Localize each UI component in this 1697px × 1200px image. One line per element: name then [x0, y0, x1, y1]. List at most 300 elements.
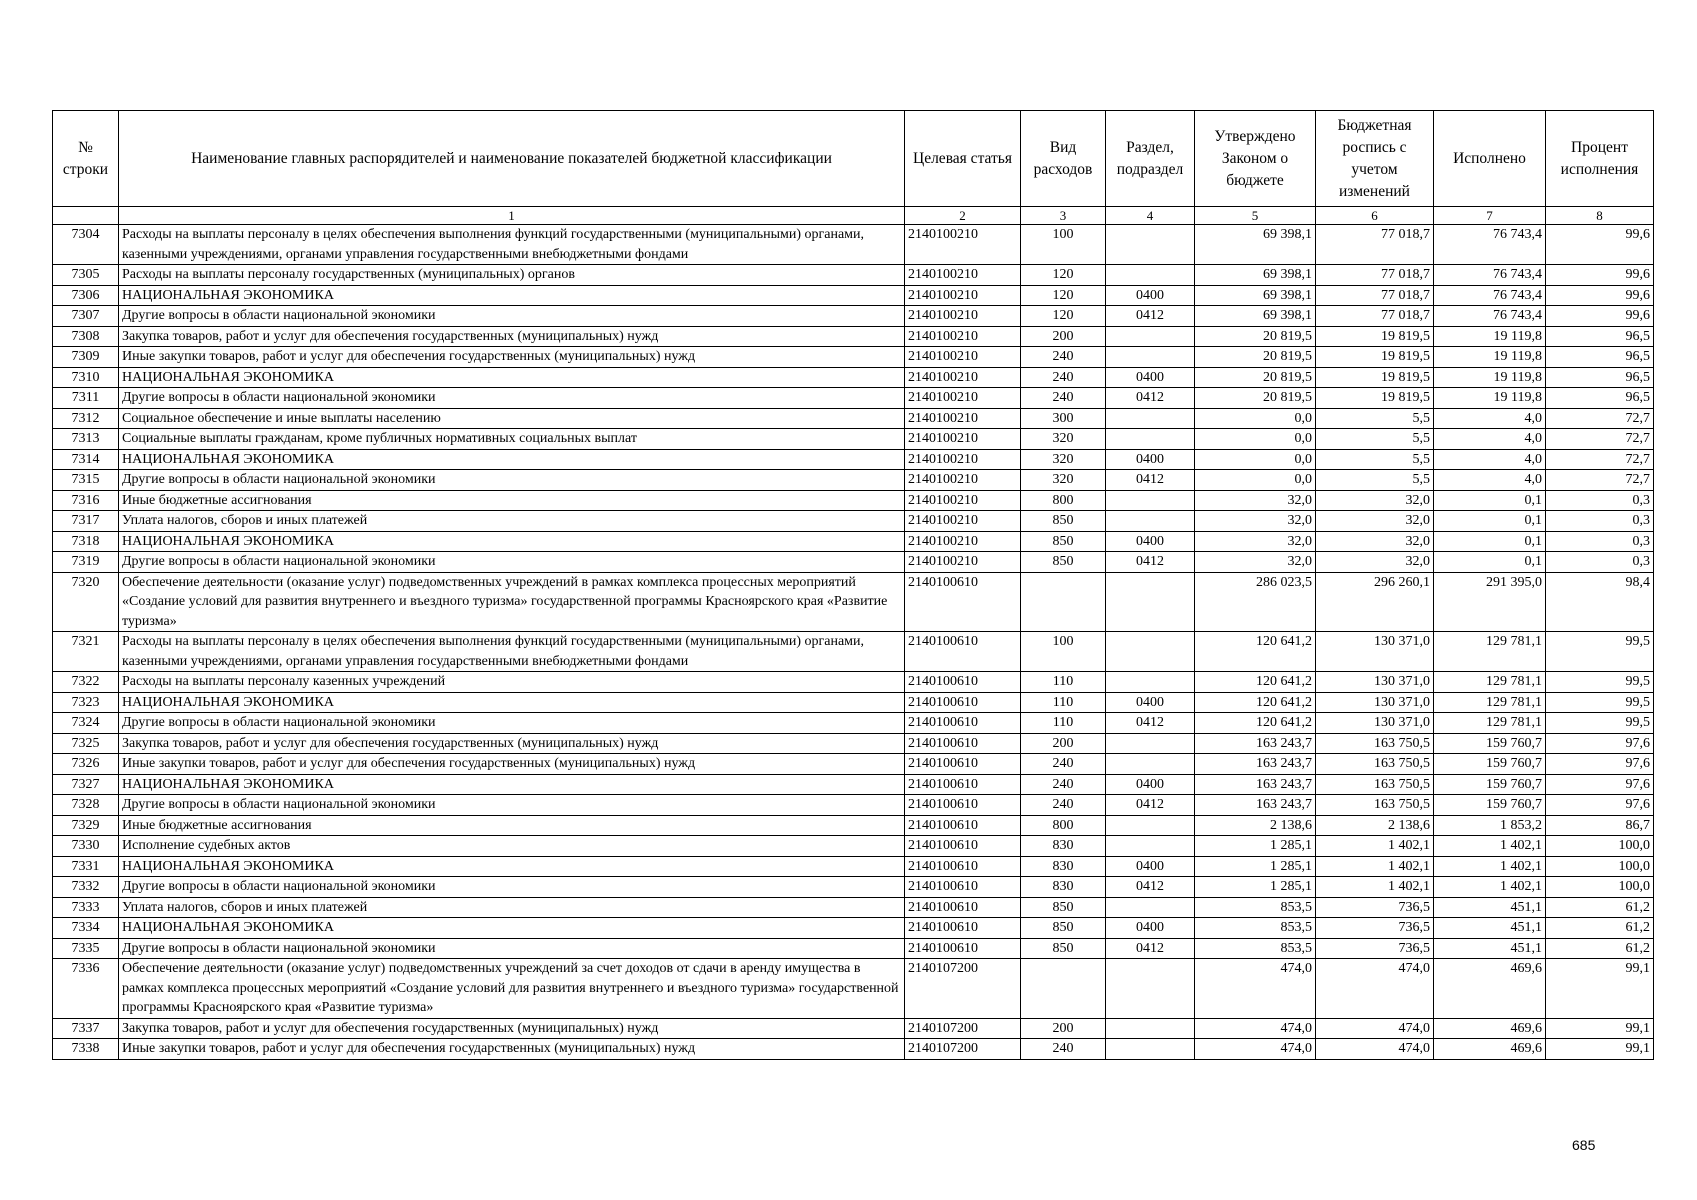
approved-amount-cell: 120 641,2 — [1195, 713, 1316, 734]
col-number: 5 — [1195, 207, 1316, 225]
target-article-cell: 2140100210 — [905, 511, 1021, 532]
executed-amount-cell: 159 760,7 — [1434, 733, 1546, 754]
row-number-cell: 7322 — [53, 672, 119, 693]
name-cell: НАЦИОНАЛЬНАЯ ЭКОНОМИКА — [119, 449, 905, 470]
percent-cell: 72,7 — [1546, 408, 1654, 429]
executed-amount-cell: 451,1 — [1434, 918, 1546, 939]
schedule-amount-cell: 163 750,5 — [1316, 754, 1434, 775]
row-number-cell: 7325 — [53, 733, 119, 754]
column-number-row — [53, 207, 1654, 225]
percent-cell: 61,2 — [1546, 897, 1654, 918]
name-cell: Другие вопросы в области национальной экономики — [119, 552, 905, 573]
schedule-amount-cell: 19 819,5 — [1316, 347, 1434, 368]
schedule-amount-cell: 1 402,1 — [1316, 836, 1434, 857]
executed-amount-cell: 291 395,0 — [1434, 572, 1546, 632]
row-number-cell: 7333 — [53, 897, 119, 918]
expense-type-cell: 120 — [1021, 265, 1106, 286]
executed-amount-cell: 1 853,2 — [1434, 815, 1546, 836]
approved-amount-cell: 32,0 — [1195, 552, 1316, 573]
executed-amount-cell: 19 119,8 — [1434, 347, 1546, 368]
table-row — [53, 572, 1654, 632]
executed-amount-cell: 129 781,1 — [1434, 713, 1546, 734]
table-row — [53, 672, 1654, 693]
executed-amount-cell: 129 781,1 — [1434, 632, 1546, 672]
section-cell: 0412 — [1106, 795, 1195, 816]
target-article-cell: 2140100210 — [905, 470, 1021, 491]
col-number: 3 — [1021, 207, 1106, 225]
row-number-cell: 7309 — [53, 347, 119, 368]
approved-amount-cell: 1 285,1 — [1195, 836, 1316, 857]
col-header-expense-type: Вид расходов — [1021, 111, 1106, 207]
expense-type-cell: 830 — [1021, 856, 1106, 877]
expense-type-cell: 200 — [1021, 1018, 1106, 1039]
percent-cell: 99,5 — [1546, 672, 1654, 693]
approved-amount-cell: 69 398,1 — [1195, 225, 1316, 265]
expense-type-cell: 110 — [1021, 692, 1106, 713]
name-cell: Другие вопросы в области национальной экономики — [119, 388, 905, 409]
target-article-cell: 2140100610 — [905, 632, 1021, 672]
table-row — [53, 306, 1654, 327]
name-cell: Расходы на выплаты персоналу государственных (муниципальных) органов — [119, 265, 905, 286]
table-row — [53, 511, 1654, 532]
percent-cell: 72,7 — [1546, 449, 1654, 470]
percent-cell: 99,1 — [1546, 959, 1654, 1019]
executed-amount-cell: 19 119,8 — [1434, 367, 1546, 388]
percent-cell: 0,3 — [1546, 490, 1654, 511]
name-cell: НАЦИОНАЛЬНАЯ ЭКОНОМИКА — [119, 918, 905, 939]
target-article-cell: 2140100610 — [905, 815, 1021, 836]
name-cell: Расходы на выплаты персоналу в целях обеспечения выполнения функций государственными (муниципальными) органами, казенными учреждениями, органами управления государственными внебюджетными фондами — [119, 632, 905, 672]
row-number-cell: 7324 — [53, 713, 119, 734]
section-cell: 0400 — [1106, 692, 1195, 713]
percent-cell: 72,7 — [1546, 470, 1654, 491]
approved-amount-cell: 1 285,1 — [1195, 856, 1316, 877]
expense-type-cell: 850 — [1021, 938, 1106, 959]
table-row — [53, 754, 1654, 775]
approved-amount-cell: 474,0 — [1195, 1018, 1316, 1039]
target-article-cell: 2140100210 — [905, 285, 1021, 306]
col-header-name: Наименование главных распорядителей и наименование показателей бюджетной классификации — [119, 111, 905, 207]
col-number: 2 — [905, 207, 1021, 225]
row-number-cell: 7328 — [53, 795, 119, 816]
schedule-amount-cell: 2 138,6 — [1316, 815, 1434, 836]
name-cell: Иные бюджетные ассигнования — [119, 490, 905, 511]
schedule-amount-cell: 77 018,7 — [1316, 306, 1434, 327]
row-number-cell: 7326 — [53, 754, 119, 775]
executed-amount-cell: 1 402,1 — [1434, 856, 1546, 877]
expense-type-cell: 300 — [1021, 408, 1106, 429]
schedule-amount-cell: 19 819,5 — [1316, 388, 1434, 409]
schedule-amount-cell: 130 371,0 — [1316, 632, 1434, 672]
target-article-cell: 2140100610 — [905, 877, 1021, 898]
schedule-amount-cell: 296 260,1 — [1316, 572, 1434, 632]
row-number-cell: 7314 — [53, 449, 119, 470]
name-cell: Уплата налогов, сборов и иных платежей — [119, 511, 905, 532]
col-header-budget-schedule: Бюджетная роспись с учетом изменений — [1316, 111, 1434, 207]
expense-type-cell: 110 — [1021, 713, 1106, 734]
approved-amount-cell: 20 819,5 — [1195, 347, 1316, 368]
row-number-cell: 7308 — [53, 326, 119, 347]
table-row — [53, 692, 1654, 713]
schedule-amount-cell: 5,5 — [1316, 429, 1434, 450]
target-article-cell: 2140100210 — [905, 388, 1021, 409]
executed-amount-cell: 469,6 — [1434, 1018, 1546, 1039]
target-article-cell: 2140100210 — [905, 367, 1021, 388]
approved-amount-cell: 20 819,5 — [1195, 388, 1316, 409]
target-article-cell: 2140100610 — [905, 754, 1021, 775]
section-cell — [1106, 1018, 1195, 1039]
name-cell: Обеспечение деятельности (оказание услуг) подведомственных учреждений за счет доходов от сдачи в аренду имущества в рамках комплекса процессных мероприятий «Создание условий для развития внутреннего и въездного туризма» государственной программы Красноярского края «Развитие туризма» — [119, 959, 905, 1019]
percent-cell: 99,1 — [1546, 1039, 1654, 1060]
table-row — [53, 552, 1654, 573]
schedule-amount-cell: 77 018,7 — [1316, 265, 1434, 286]
row-number-cell: 7315 — [53, 470, 119, 491]
schedule-amount-cell: 736,5 — [1316, 918, 1434, 939]
name-cell: Закупка товаров, работ и услуг для обеспечения государственных (муниципальных) нужд — [119, 1018, 905, 1039]
section-cell — [1106, 408, 1195, 429]
section-cell: 0412 — [1106, 938, 1195, 959]
approved-amount-cell: 1 285,1 — [1195, 877, 1316, 898]
target-article-cell: 2140100210 — [905, 449, 1021, 470]
executed-amount-cell: 451,1 — [1434, 897, 1546, 918]
section-cell: 0400 — [1106, 918, 1195, 939]
approved-amount-cell: 163 243,7 — [1195, 774, 1316, 795]
col-number: 6 — [1316, 207, 1434, 225]
percent-cell: 72,7 — [1546, 429, 1654, 450]
expense-type-cell: 320 — [1021, 429, 1106, 450]
expense-type-cell — [1021, 959, 1106, 1019]
name-cell: Другие вопросы в области национальной экономики — [119, 470, 905, 491]
col-header-executed: Исполнено — [1434, 111, 1546, 207]
schedule-amount-cell: 736,5 — [1316, 938, 1434, 959]
col-header-approved: Утверждено Законом о бюджете — [1195, 111, 1316, 207]
executed-amount-cell: 19 119,8 — [1434, 388, 1546, 409]
approved-amount-cell: 69 398,1 — [1195, 285, 1316, 306]
percent-cell: 97,6 — [1546, 774, 1654, 795]
expense-type-cell: 830 — [1021, 877, 1106, 898]
section-cell: 0400 — [1106, 285, 1195, 306]
section-cell: 0412 — [1106, 552, 1195, 573]
table-row — [53, 733, 1654, 754]
name-cell: Социальное обеспечение и иные выплаты населению — [119, 408, 905, 429]
schedule-amount-cell: 32,0 — [1316, 531, 1434, 552]
table-row — [53, 795, 1654, 816]
col-number: 1 — [119, 207, 905, 225]
name-cell: Другие вопросы в области национальной экономики — [119, 713, 905, 734]
row-number-cell: 7316 — [53, 490, 119, 511]
table-row — [53, 877, 1654, 898]
row-number-cell: 7330 — [53, 836, 119, 857]
row-number-cell: 7318 — [53, 531, 119, 552]
table-row — [53, 367, 1654, 388]
col-number-blank — [53, 207, 119, 225]
target-article-cell: 2140100210 — [905, 347, 1021, 368]
target-article-cell: 2140100610 — [905, 733, 1021, 754]
percent-cell: 100,0 — [1546, 836, 1654, 857]
schedule-amount-cell: 474,0 — [1316, 1039, 1434, 1060]
approved-amount-cell: 474,0 — [1195, 1039, 1316, 1060]
section-cell — [1106, 511, 1195, 532]
section-cell — [1106, 754, 1195, 775]
schedule-amount-cell: 1 402,1 — [1316, 856, 1434, 877]
col-number: 8 — [1546, 207, 1654, 225]
percent-cell: 0,3 — [1546, 531, 1654, 552]
expense-type-cell: 240 — [1021, 754, 1106, 775]
executed-amount-cell: 0,1 — [1434, 490, 1546, 511]
row-number-cell: 7311 — [53, 388, 119, 409]
row-number-cell: 7317 — [53, 511, 119, 532]
approved-amount-cell: 32,0 — [1195, 490, 1316, 511]
section-cell — [1106, 490, 1195, 511]
expense-type-cell: 850 — [1021, 531, 1106, 552]
col-number: 7 — [1434, 207, 1546, 225]
approved-amount-cell: 0,0 — [1195, 429, 1316, 450]
expense-type-cell: 240 — [1021, 1039, 1106, 1060]
percent-cell: 98,4 — [1546, 572, 1654, 632]
row-number-cell: 7321 — [53, 632, 119, 672]
schedule-amount-cell: 32,0 — [1316, 511, 1434, 532]
name-cell: Расходы на выплаты персоналу в целях обеспечения выполнения функций государственными (муниципальными) органами, казенными учреждениями, органами управления государственными внебюджетными фондами — [119, 225, 905, 265]
name-cell: Иные закупки товаров, работ и услуг для обеспечения государственных (муниципальных) нужд — [119, 754, 905, 775]
schedule-amount-cell: 474,0 — [1316, 1018, 1434, 1039]
target-article-cell: 2140100210 — [905, 326, 1021, 347]
table-row — [53, 388, 1654, 409]
executed-amount-cell: 0,1 — [1434, 511, 1546, 532]
approved-amount-cell: 32,0 — [1195, 531, 1316, 552]
target-article-cell: 2140100610 — [905, 897, 1021, 918]
executed-amount-cell: 0,1 — [1434, 552, 1546, 573]
expense-type-cell: 240 — [1021, 795, 1106, 816]
table-row — [53, 347, 1654, 368]
table-row — [53, 632, 1654, 672]
target-article-cell: 2140100610 — [905, 938, 1021, 959]
approved-amount-cell: 163 243,7 — [1195, 754, 1316, 775]
percent-cell: 99,6 — [1546, 265, 1654, 286]
target-article-cell: 2140100610 — [905, 836, 1021, 857]
schedule-amount-cell: 19 819,5 — [1316, 367, 1434, 388]
executed-amount-cell: 451,1 — [1434, 938, 1546, 959]
table-row — [53, 959, 1654, 1019]
schedule-amount-cell: 1 402,1 — [1316, 877, 1434, 898]
expense-type-cell — [1021, 572, 1106, 632]
percent-cell: 96,5 — [1546, 388, 1654, 409]
section-cell — [1106, 225, 1195, 265]
percent-cell: 99,1 — [1546, 1018, 1654, 1039]
schedule-amount-cell: 5,5 — [1316, 449, 1434, 470]
row-number-cell: 7332 — [53, 877, 119, 898]
expense-type-cell: 120 — [1021, 306, 1106, 327]
expense-type-cell: 100 — [1021, 225, 1106, 265]
row-number-cell: 7305 — [53, 265, 119, 286]
approved-amount-cell: 120 641,2 — [1195, 692, 1316, 713]
approved-amount-cell: 474,0 — [1195, 959, 1316, 1019]
executed-amount-cell: 4,0 — [1434, 449, 1546, 470]
approved-amount-cell: 853,5 — [1195, 918, 1316, 939]
name-cell: Иные закупки товаров, работ и услуг для обеспечения государственных (муниципальных) нужд — [119, 1039, 905, 1060]
expense-type-cell: 800 — [1021, 490, 1106, 511]
section-cell — [1106, 632, 1195, 672]
row-number-cell: 7327 — [53, 774, 119, 795]
name-cell: НАЦИОНАЛЬНАЯ ЭКОНОМИКА — [119, 531, 905, 552]
table-row — [53, 429, 1654, 450]
name-cell: НАЦИОНАЛЬНАЯ ЭКОНОМИКА — [119, 285, 905, 306]
row-number-cell: 7334 — [53, 918, 119, 939]
name-cell: НАЦИОНАЛЬНАЯ ЭКОНОМИКА — [119, 367, 905, 388]
header-row — [53, 111, 1654, 207]
executed-amount-cell: 0,1 — [1434, 531, 1546, 552]
target-article-cell: 2140100610 — [905, 795, 1021, 816]
approved-amount-cell: 853,5 — [1195, 938, 1316, 959]
schedule-amount-cell: 163 750,5 — [1316, 733, 1434, 754]
percent-cell: 99,6 — [1546, 285, 1654, 306]
target-article-cell: 2140107200 — [905, 959, 1021, 1019]
percent-cell: 61,2 — [1546, 938, 1654, 959]
table-row — [53, 470, 1654, 491]
table-row — [53, 490, 1654, 511]
schedule-amount-cell: 474,0 — [1316, 959, 1434, 1019]
target-article-cell: 2140100210 — [905, 552, 1021, 573]
row-number-cell: 7319 — [53, 552, 119, 573]
percent-cell: 86,7 — [1546, 815, 1654, 836]
table-row — [53, 856, 1654, 877]
table-row — [53, 225, 1654, 265]
table-row — [53, 265, 1654, 286]
target-article-cell: 2140100610 — [905, 572, 1021, 632]
name-cell: НАЦИОНАЛЬНАЯ ЭКОНОМИКА — [119, 774, 905, 795]
table-row — [53, 449, 1654, 470]
percent-cell: 100,0 — [1546, 877, 1654, 898]
target-article-cell: 2140100610 — [905, 774, 1021, 795]
budget-execution-table — [52, 110, 1654, 1060]
approved-amount-cell: 0,0 — [1195, 449, 1316, 470]
name-cell: Закупка товаров, работ и услуг для обеспечения государственных (муниципальных) нужд — [119, 733, 905, 754]
executed-amount-cell: 76 743,4 — [1434, 285, 1546, 306]
target-article-cell: 2140107200 — [905, 1018, 1021, 1039]
executed-amount-cell: 129 781,1 — [1434, 692, 1546, 713]
row-number-cell: 7329 — [53, 815, 119, 836]
expense-type-cell: 240 — [1021, 388, 1106, 409]
expense-type-cell: 240 — [1021, 347, 1106, 368]
schedule-amount-cell: 32,0 — [1316, 490, 1434, 511]
section-cell: 0400 — [1106, 367, 1195, 388]
target-article-cell: 2140100210 — [905, 306, 1021, 327]
approved-amount-cell: 20 819,5 — [1195, 367, 1316, 388]
section-cell: 0412 — [1106, 877, 1195, 898]
expense-type-cell: 240 — [1021, 367, 1106, 388]
executed-amount-cell: 4,0 — [1434, 429, 1546, 450]
executed-amount-cell: 469,6 — [1434, 959, 1546, 1019]
expense-type-cell: 850 — [1021, 552, 1106, 573]
expense-type-cell: 800 — [1021, 815, 1106, 836]
section-cell — [1106, 347, 1195, 368]
approved-amount-cell: 120 641,2 — [1195, 672, 1316, 693]
approved-amount-cell: 20 819,5 — [1195, 326, 1316, 347]
schedule-amount-cell: 736,5 — [1316, 897, 1434, 918]
expense-type-cell: 850 — [1021, 918, 1106, 939]
row-number-cell: 7323 — [53, 692, 119, 713]
target-article-cell: 2140100610 — [905, 692, 1021, 713]
percent-cell: 97,6 — [1546, 754, 1654, 775]
row-number-cell: 7336 — [53, 959, 119, 1019]
schedule-amount-cell: 130 371,0 — [1316, 692, 1434, 713]
percent-cell: 61,2 — [1546, 918, 1654, 939]
target-article-cell: 2140100610 — [905, 672, 1021, 693]
schedule-amount-cell: 32,0 — [1316, 552, 1434, 573]
table-row — [53, 836, 1654, 857]
table-row — [53, 285, 1654, 306]
name-cell: Другие вопросы в области национальной экономики — [119, 795, 905, 816]
executed-amount-cell: 159 760,7 — [1434, 754, 1546, 775]
section-cell — [1106, 836, 1195, 857]
col-header-section: Раздел, подраздел — [1106, 111, 1195, 207]
section-cell: 0400 — [1106, 449, 1195, 470]
approved-amount-cell: 69 398,1 — [1195, 265, 1316, 286]
name-cell: Другие вопросы в области национальной экономики — [119, 306, 905, 327]
approved-amount-cell: 853,5 — [1195, 897, 1316, 918]
executed-amount-cell: 76 743,4 — [1434, 306, 1546, 327]
name-cell: Обеспечение деятельности (оказание услуг) подведомственных учреждений в рамках комплекса процессных мероприятий «Создание условий для развития внутреннего и въездного туризма» государственной программы Красноярского края «Развитие туризма» — [119, 572, 905, 632]
expense-type-cell: 240 — [1021, 774, 1106, 795]
schedule-amount-cell: 77 018,7 — [1316, 285, 1434, 306]
col-header-row-number: № строки — [53, 111, 119, 207]
target-article-cell: 2140100210 — [905, 490, 1021, 511]
row-number-cell: 7335 — [53, 938, 119, 959]
target-article-cell: 2140100610 — [905, 713, 1021, 734]
row-number-cell: 7307 — [53, 306, 119, 327]
row-number-cell: 7312 — [53, 408, 119, 429]
percent-cell: 96,5 — [1546, 347, 1654, 368]
name-cell: Иные бюджетные ассигнования — [119, 815, 905, 836]
target-article-cell: 2140107200 — [905, 1039, 1021, 1060]
executed-amount-cell: 4,0 — [1434, 470, 1546, 491]
percent-cell: 99,6 — [1546, 225, 1654, 265]
executed-amount-cell: 76 743,4 — [1434, 265, 1546, 286]
section-cell: 0400 — [1106, 774, 1195, 795]
section-cell — [1106, 815, 1195, 836]
col-number: 4 — [1106, 207, 1195, 225]
table-row — [53, 1039, 1654, 1060]
expense-type-cell: 320 — [1021, 470, 1106, 491]
executed-amount-cell: 1 402,1 — [1434, 836, 1546, 857]
row-number-cell: 7338 — [53, 1039, 119, 1060]
section-cell: 0412 — [1106, 306, 1195, 327]
row-number-cell: 7313 — [53, 429, 119, 450]
expense-type-cell: 110 — [1021, 672, 1106, 693]
executed-amount-cell: 129 781,1 — [1434, 672, 1546, 693]
approved-amount-cell: 163 243,7 — [1195, 733, 1316, 754]
row-number-cell: 7331 — [53, 856, 119, 877]
page-number: 685 — [1572, 1137, 1596, 1153]
percent-cell: 96,5 — [1546, 367, 1654, 388]
table-row — [53, 918, 1654, 939]
name-cell: Закупка товаров, работ и услуг для обеспечения государственных (муниципальных) нужд — [119, 326, 905, 347]
percent-cell: 100,0 — [1546, 856, 1654, 877]
executed-amount-cell: 76 743,4 — [1434, 225, 1546, 265]
name-cell: Расходы на выплаты персоналу казенных учреждений — [119, 672, 905, 693]
schedule-amount-cell: 130 371,0 — [1316, 672, 1434, 693]
approved-amount-cell: 0,0 — [1195, 408, 1316, 429]
table-row — [53, 408, 1654, 429]
percent-cell: 99,5 — [1546, 713, 1654, 734]
target-article-cell: 2140100610 — [905, 918, 1021, 939]
table-row — [53, 815, 1654, 836]
section-cell: 0412 — [1106, 470, 1195, 491]
name-cell: Социальные выплаты гражданам, кроме публичных нормативных социальных выплат — [119, 429, 905, 450]
row-number-cell: 7320 — [53, 572, 119, 632]
table-row — [53, 326, 1654, 347]
section-cell — [1106, 733, 1195, 754]
target-article-cell: 2140100210 — [905, 429, 1021, 450]
